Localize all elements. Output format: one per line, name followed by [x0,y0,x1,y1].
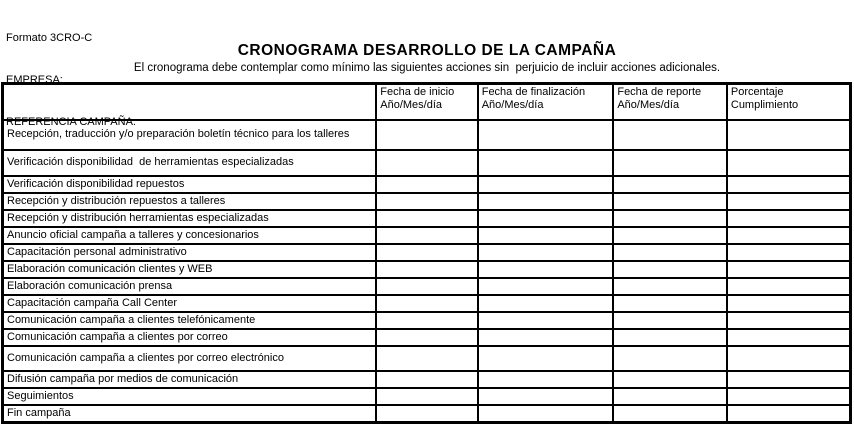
schedule-table-body [3,120,851,423]
compliance-cell [727,295,851,312]
start-date-cell [376,388,477,405]
report-date-cell [613,295,727,312]
report-date-cell [613,346,727,371]
format-label: Formato 3CRO-C [6,32,93,44]
report-date-cell [613,244,727,261]
action-label: Recepción y distribución herramientas especializadas [3,210,377,227]
report-date-cell [613,150,727,176]
action-label: Comunicación campaña a clientes telefónicamente [3,312,377,329]
start-date-cell [376,329,477,346]
column-header-report-date [613,84,727,120]
compliance-cell [727,405,851,423]
compliance-cell [727,150,851,176]
action-label: Elaboración comunicación clientes y WEB [3,261,377,278]
start-date-cell [376,278,477,295]
end-date-cell [478,150,614,176]
report-date-cell [613,193,727,210]
report-date-cell [613,227,727,244]
start-date-cell [376,120,477,150]
start-date-cell [376,371,477,388]
action-label: Capacitación personal administrativo [3,244,377,261]
column-header-percentage [727,84,851,120]
page-subtitle: El cronograma debe contemplar como mínimo las siguientes acciones sin perjuicio de incluir acciones adicionales. [133,62,721,74]
action-label: Recepción y distribución repuestos a talleres [3,193,377,210]
table-row [3,261,851,278]
action-label: Elaboración comunicación prensa [3,278,377,295]
action-label: Difusión campaña por medios de comunicación [3,371,377,388]
column-header-start-date-sublabel: Año/Mes/día [380,99,443,111]
report-date-cell [613,176,727,193]
end-date-cell [478,295,614,312]
end-date-cell [478,176,614,193]
compliance-cell [727,329,851,346]
compliance-cell [727,371,851,388]
action-label: Recepción, traducción y/o preparación boletín técnico para los talleres [3,120,377,150]
compliance-cell [727,120,851,150]
end-date-cell [478,278,614,295]
compliance-cell [727,193,851,210]
table-row [3,120,851,150]
report-date-cell [613,388,727,405]
compliance-cell [727,388,851,405]
action-label: Capacitación campaña Call Center [3,295,377,312]
table-row [3,244,851,261]
end-date-cell [478,346,614,371]
column-header-report-date-label: Fecha de reporte [617,86,702,98]
end-date-cell [478,371,614,388]
action-label: Verificación disponibilidad repuestos [3,176,377,193]
report-date-cell [613,210,727,227]
report-date-cell [613,312,727,329]
table-row [3,193,851,210]
column-header-percentage-label: Porcentaje [730,86,784,98]
start-date-cell [376,244,477,261]
schedule-table [1,82,852,424]
compliance-cell [727,244,851,261]
table-row [3,329,851,346]
report-date-cell [613,120,727,150]
table-row [3,405,851,423]
table-row [3,388,851,405]
reference-label: REFERENCIA CAMPAÑA: [6,116,136,128]
action-label: Fin campaña [3,405,377,423]
table-row [3,278,851,295]
page-title: CRONOGRAMA DESARROLLO DE LA CAMPAÑA [237,42,617,59]
start-date-cell [376,176,477,193]
action-label: Verificación disponibilidad de herramientas especializadas [3,150,377,176]
start-date-cell [376,295,477,312]
column-header-start-date-label: Fecha de inicio [380,86,455,98]
end-date-cell [478,244,614,261]
end-date-cell [478,227,614,244]
column-header-end-date-label: Fecha de finalización [481,86,586,98]
table-row [3,295,851,312]
end-date-cell [478,329,614,346]
start-date-cell [376,312,477,329]
start-date-cell [376,405,477,423]
end-date-cell [478,210,614,227]
action-label: Comunicación campaña a clientes por correo electrónico [3,346,377,371]
end-date-cell [478,261,614,278]
compliance-cell [727,176,851,193]
start-date-cell [376,210,477,227]
compliance-cell [727,210,851,227]
table-row [3,312,851,329]
compliance-cell [727,278,851,295]
column-header-end-date-sublabel: Año/Mes/día [481,99,544,111]
company-label: EMPRESA: [6,74,63,86]
column-header-end-date [478,84,614,120]
table-row [3,346,851,371]
compliance-cell [727,312,851,329]
schedule-table-header [3,84,851,120]
table-row [3,371,851,388]
report-date-cell [613,278,727,295]
end-date-cell [478,312,614,329]
end-date-cell [478,405,614,423]
action-label: Seguimientos [3,388,377,405]
header-row [3,84,851,120]
table-row [3,227,851,244]
start-date-cell [376,150,477,176]
column-header-action [3,84,377,120]
report-date-cell [613,371,727,388]
action-label: Anuncio oficial campaña a talleres y concesionarios [3,227,377,244]
column-header-report-date-sublabel: Año/Mes/día [617,99,680,111]
report-date-cell [613,329,727,346]
end-date-cell [478,388,614,405]
table-row [3,176,851,193]
report-date-cell [613,261,727,278]
end-date-cell [478,120,614,150]
table-row [3,150,851,176]
start-date-cell [376,261,477,278]
column-header-percentage-sublabel: Cumplimiento [730,99,799,111]
action-label: Comunicación campaña a clientes por correo [3,329,377,346]
table-row [3,210,851,227]
compliance-cell [727,261,851,278]
compliance-cell [727,227,851,244]
start-date-cell [376,193,477,210]
compliance-cell [727,346,851,371]
start-date-cell [376,227,477,244]
report-date-cell [613,405,727,423]
start-date-cell [376,346,477,371]
end-date-cell [478,193,614,210]
column-header-start-date [376,84,477,120]
